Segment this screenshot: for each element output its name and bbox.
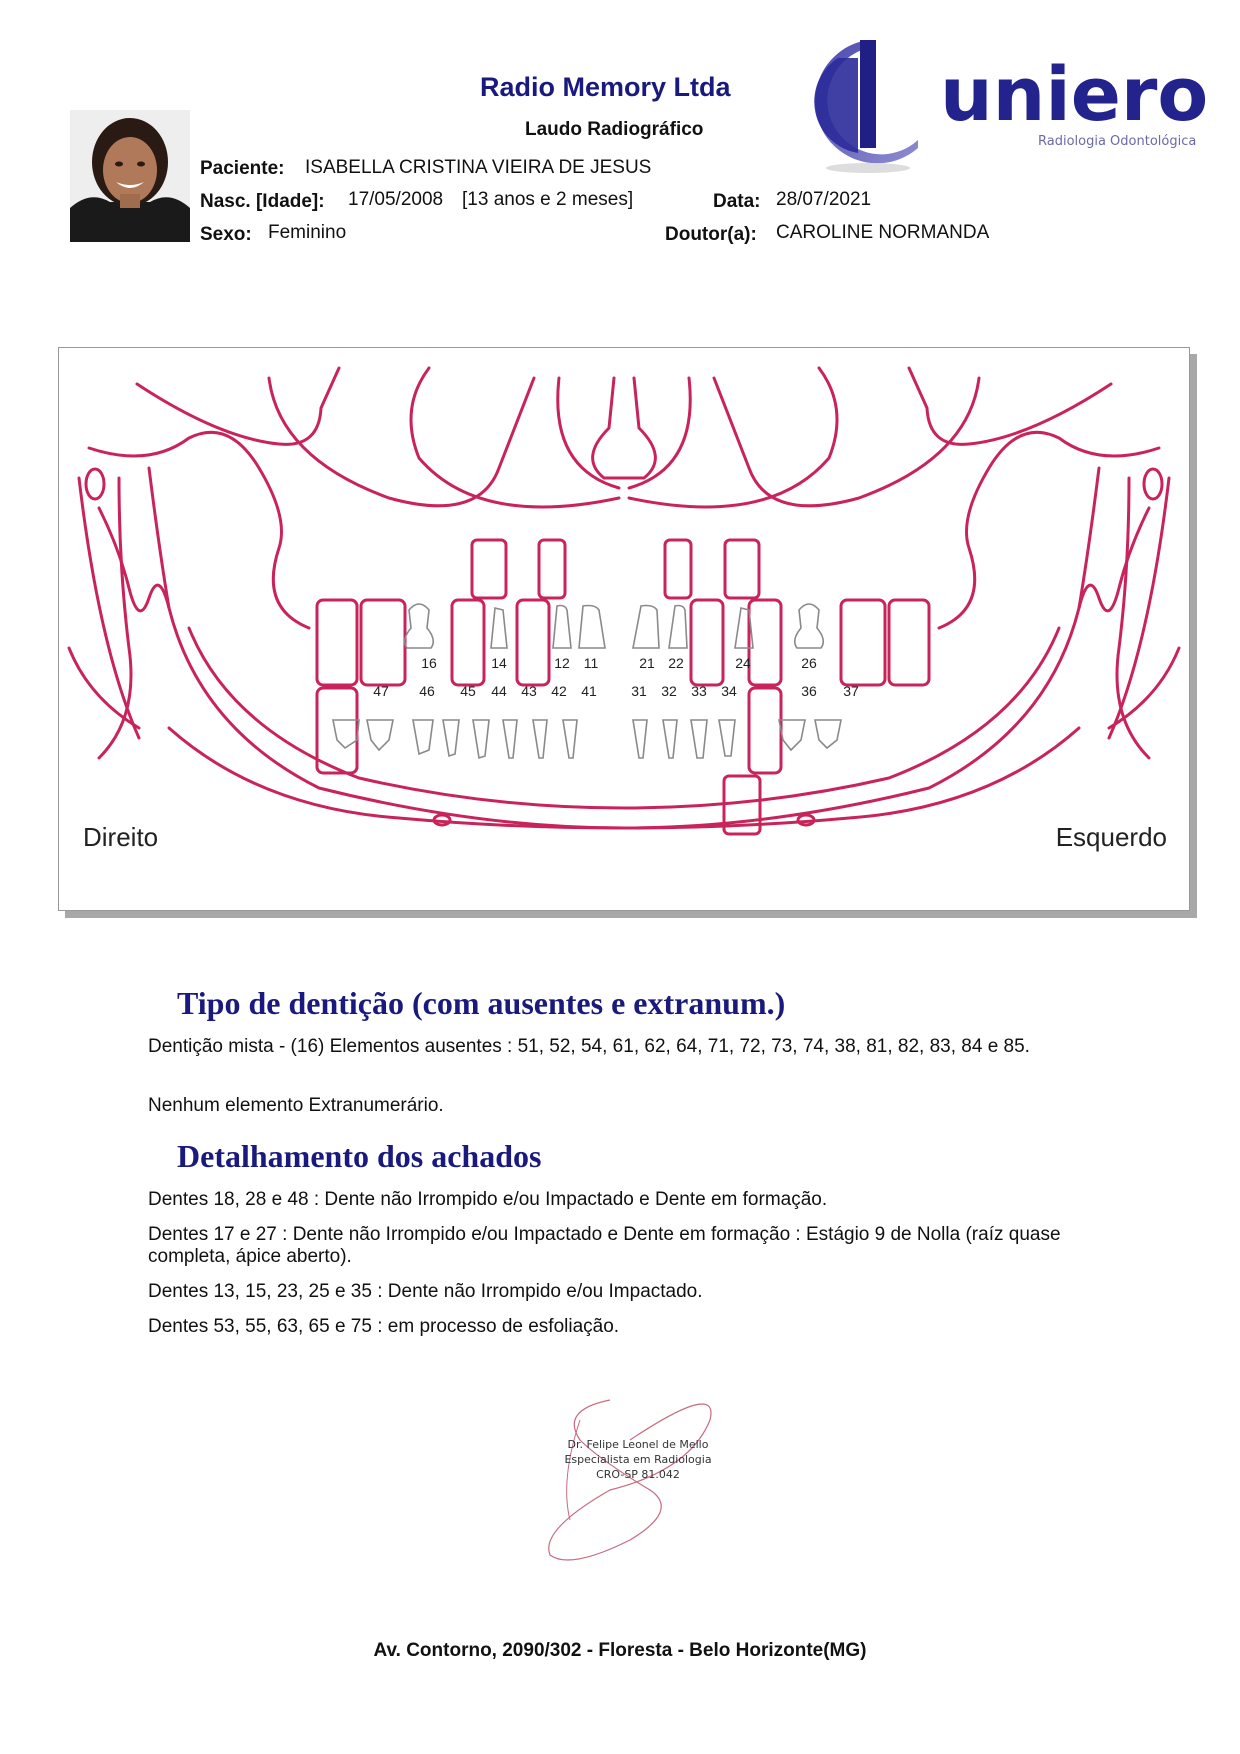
tooth-label-26: 26 [801,655,817,671]
tooth-label-14: 14 [491,655,507,671]
tooth-label-43: 43 [521,683,537,699]
tooth-label-32: 32 [661,683,677,699]
dentition-text: Dentição mista - (16) Elementos ausentes : 51, 52, 54, 61, 62, 64, 71, 72, 73, 74, 38, 81, 82, 83, 84 e 85. [148,1036,1030,1057]
signature-cro: CRO-SP 81.042 [596,1468,680,1481]
tooth-label-46: 46 [419,683,435,699]
exam-date: 28/07/2021 [776,189,872,210]
tooth-label-45: 45 [460,683,476,699]
finding-item: Dentes 18, 28 e 48 : Dente não Irrompido e/ou Impactado e Dente em formação. [148,1189,828,1210]
logo-tagline: Radiologia Odontológica [1038,134,1197,149]
panoramic-diagram [59,348,1189,910]
tooth-label-44: 44 [491,683,507,699]
tooth-label-42: 42 [551,683,567,699]
tooth-label-41: 41 [581,683,597,699]
signature-title: Especialista em Radiologia [564,1453,712,1466]
uniero-logo [798,28,1218,178]
date-label: Data: [713,191,761,212]
logo-text: uniero [940,52,1209,138]
finding-item: Dentes 53, 55, 63, 65 e 75 : em processo de esfoliação. [148,1316,620,1337]
birth-label: Nasc. [Idade]: [200,191,325,212]
finding-item: Dentes 17 e 27 : Dente não Irrompido e/ou Impactado e Dente em formação : Estágio 9 de Nolla (raíz quase completa, ápice aberto). [148,1224,1061,1267]
tooth-label-11: 11 [583,655,599,671]
side-right-label: Direito [83,822,159,852]
tooth-label-36: 36 [801,683,817,699]
report-subtitle: Laudo Radiográfico [525,119,704,140]
sex-label: Sexo: [200,224,252,245]
patient-photo [70,110,190,242]
patient-name: ISABELLA CRISTINA VIEIRA DE JESUS [305,157,652,178]
tooth-label-24: 24 [735,655,751,671]
patient-age: [13 anos e 2 meses] [462,189,634,210]
birth-date: 17/05/2008 [348,189,444,210]
patient-sex: Feminino [268,222,347,243]
dental-chart [58,347,1190,911]
patient-name-label: Paciente: [200,158,285,179]
tooth-label-33: 33 [691,683,707,699]
finding-item: Dentes 13, 15, 23, 25 e 35 : Dente não Irrompido e/ou Impactado. [148,1281,703,1302]
tooth-label-37: 37 [843,683,859,699]
signature-stamp [520,1380,750,1570]
tooth-label-31: 31 [631,683,647,699]
doctor-label: Doutor(a): [665,224,757,245]
tooth-label-22: 22 [668,655,684,671]
tooth-label-16: 16 [421,655,437,671]
dentition-title: Tipo de dentição (com ausentes e extranum.) [177,985,786,1021]
tooth-label-47: 47 [373,683,389,699]
side-left-label: Esquerdo [1055,822,1167,852]
company-name: Radio Memory Ltda [480,72,731,102]
tooth-label-34: 34 [721,683,737,699]
findings-title: Detalhamento dos achados [177,1138,542,1174]
signature-name: Dr. Felipe Leonel de Mello [567,1438,709,1451]
tooth-label-21: 21 [639,655,655,671]
extranumerary-text: Nenhum elemento Extranumerário. [148,1095,444,1116]
doctor-name: CAROLINE NORMANDA [776,222,990,243]
tooth-label-12: 12 [554,655,570,671]
footer-address: Av. Contorno, 2090/302 - Floresta - Belo Horizonte(MG) [373,1640,867,1661]
